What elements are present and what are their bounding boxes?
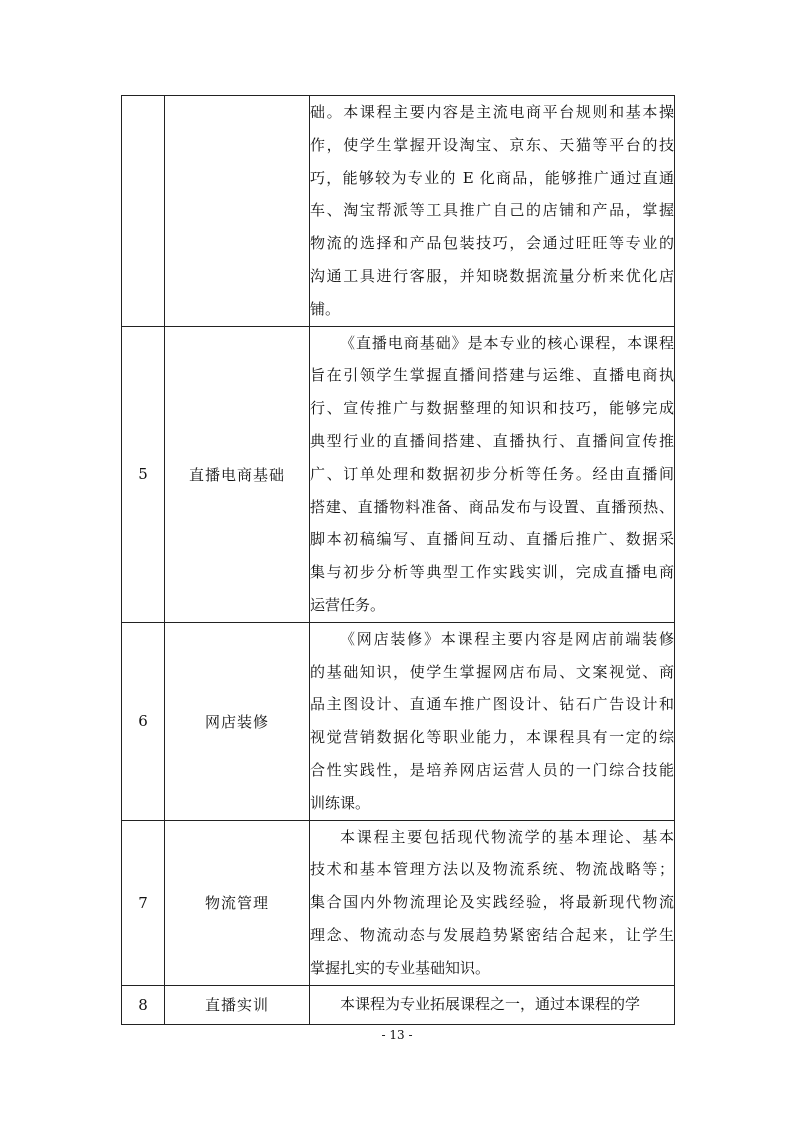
description-line: 行、宣传推广与数据整理的知识和技巧，能够完成 [310,399,674,418]
course-description [310,622,675,820]
description-line: 搭建、直播物料准备、商品发布与设置、直播预热、 [310,497,674,516]
description-line: 物流的选择和产品包装技巧，会通过旺旺等专业的 [310,234,674,253]
description-line: 的基础知识，使学生掌握网店布局、文案视觉、商 [310,662,674,681]
description-line: 巧，能够较为专业的 E 化商品，能够推广通过直通 [310,168,674,187]
course-table [121,95,675,1025]
description-line: 理念、物流动态与发展趋势紧密结合起来，让学生 [310,925,674,944]
description-line: 技术和基本管理方法以及物流系统、物流战略等； [310,860,674,879]
description-line: 视觉营销数据化等职业能力，本课程具有一定的综 [310,728,674,747]
description-line: 旨在引领学生掌握直播间搭建与运维、直播电商执 [310,366,674,385]
description-line: 本课程主要包括现代物流学的基本理论、基本 [340,827,674,846]
description-line: 合性实践性，是培养网店运营人员的一门综合技能 [310,760,674,779]
description-line: 脚本初稿编写、直播间互动、直播后推广、数据采 [310,530,674,549]
description-line: 广、订单处理和数据初步分析等任务。经由直播间 [310,464,674,483]
table-row [122,96,675,327]
description-line: 础。本课程主要内容是主流电商平台规则和基本操 [310,103,674,121]
table-row [122,622,675,820]
course-number: 5 [122,326,165,622]
table-row [122,326,675,622]
description-line: 运营任务。 [310,595,386,614]
course-number: 7 [122,820,165,985]
course-number [122,96,165,327]
course-name: 网店装修 [165,622,310,820]
course-name: 物流管理 [165,820,310,985]
table-row [122,985,675,1024]
course-number: 6 [122,622,165,820]
description-line: 品主图设计、直通车推广图设计、钻石广告设计和 [310,695,674,714]
description-line: 掌握扎实的专业基础知识。 [310,958,491,977]
course-name: 直播电商基础 [165,326,310,622]
course-name: 直播实训 [165,985,310,1024]
table-row [122,820,675,985]
description-line: 训练课。 [310,793,371,812]
course-description [310,326,675,622]
description-line: 集与初步分析等典型工作实践实训，完成直播电商 [310,563,674,582]
page-number: - 13 - [381,1028,413,1042]
description-line: 《网店装修》本课程主要内容是网店前端装修 [340,629,674,648]
description-line: 本课程为专业拓展课程之一，通过本课程的学 [340,995,641,1014]
course-description [310,96,675,327]
description-line: 典型行业的直播间搭建、直播执行、直播间宣传推 [310,431,674,450]
course-description [310,985,675,1024]
description-line: 集合国内外物流理论及实践经验，将最新现代物流 [310,893,674,912]
description-line: 作，使学生掌握开设淘宝、京东、天猫等平台的技 [310,135,674,154]
course-description [310,820,675,985]
description-line: 沟通工具进行客服，并知晓数据流量分析来优化店 [310,266,674,285]
course-number: 8 [122,985,165,1024]
description-line: 车、淘宝帮派等工具推广自己的店铺和产品，掌握 [310,201,674,220]
description-line: 铺。 [310,299,341,318]
description-line: 《直播电商基础》是本专业的核心课程，本课程 [340,333,674,352]
course-name [165,96,310,327]
